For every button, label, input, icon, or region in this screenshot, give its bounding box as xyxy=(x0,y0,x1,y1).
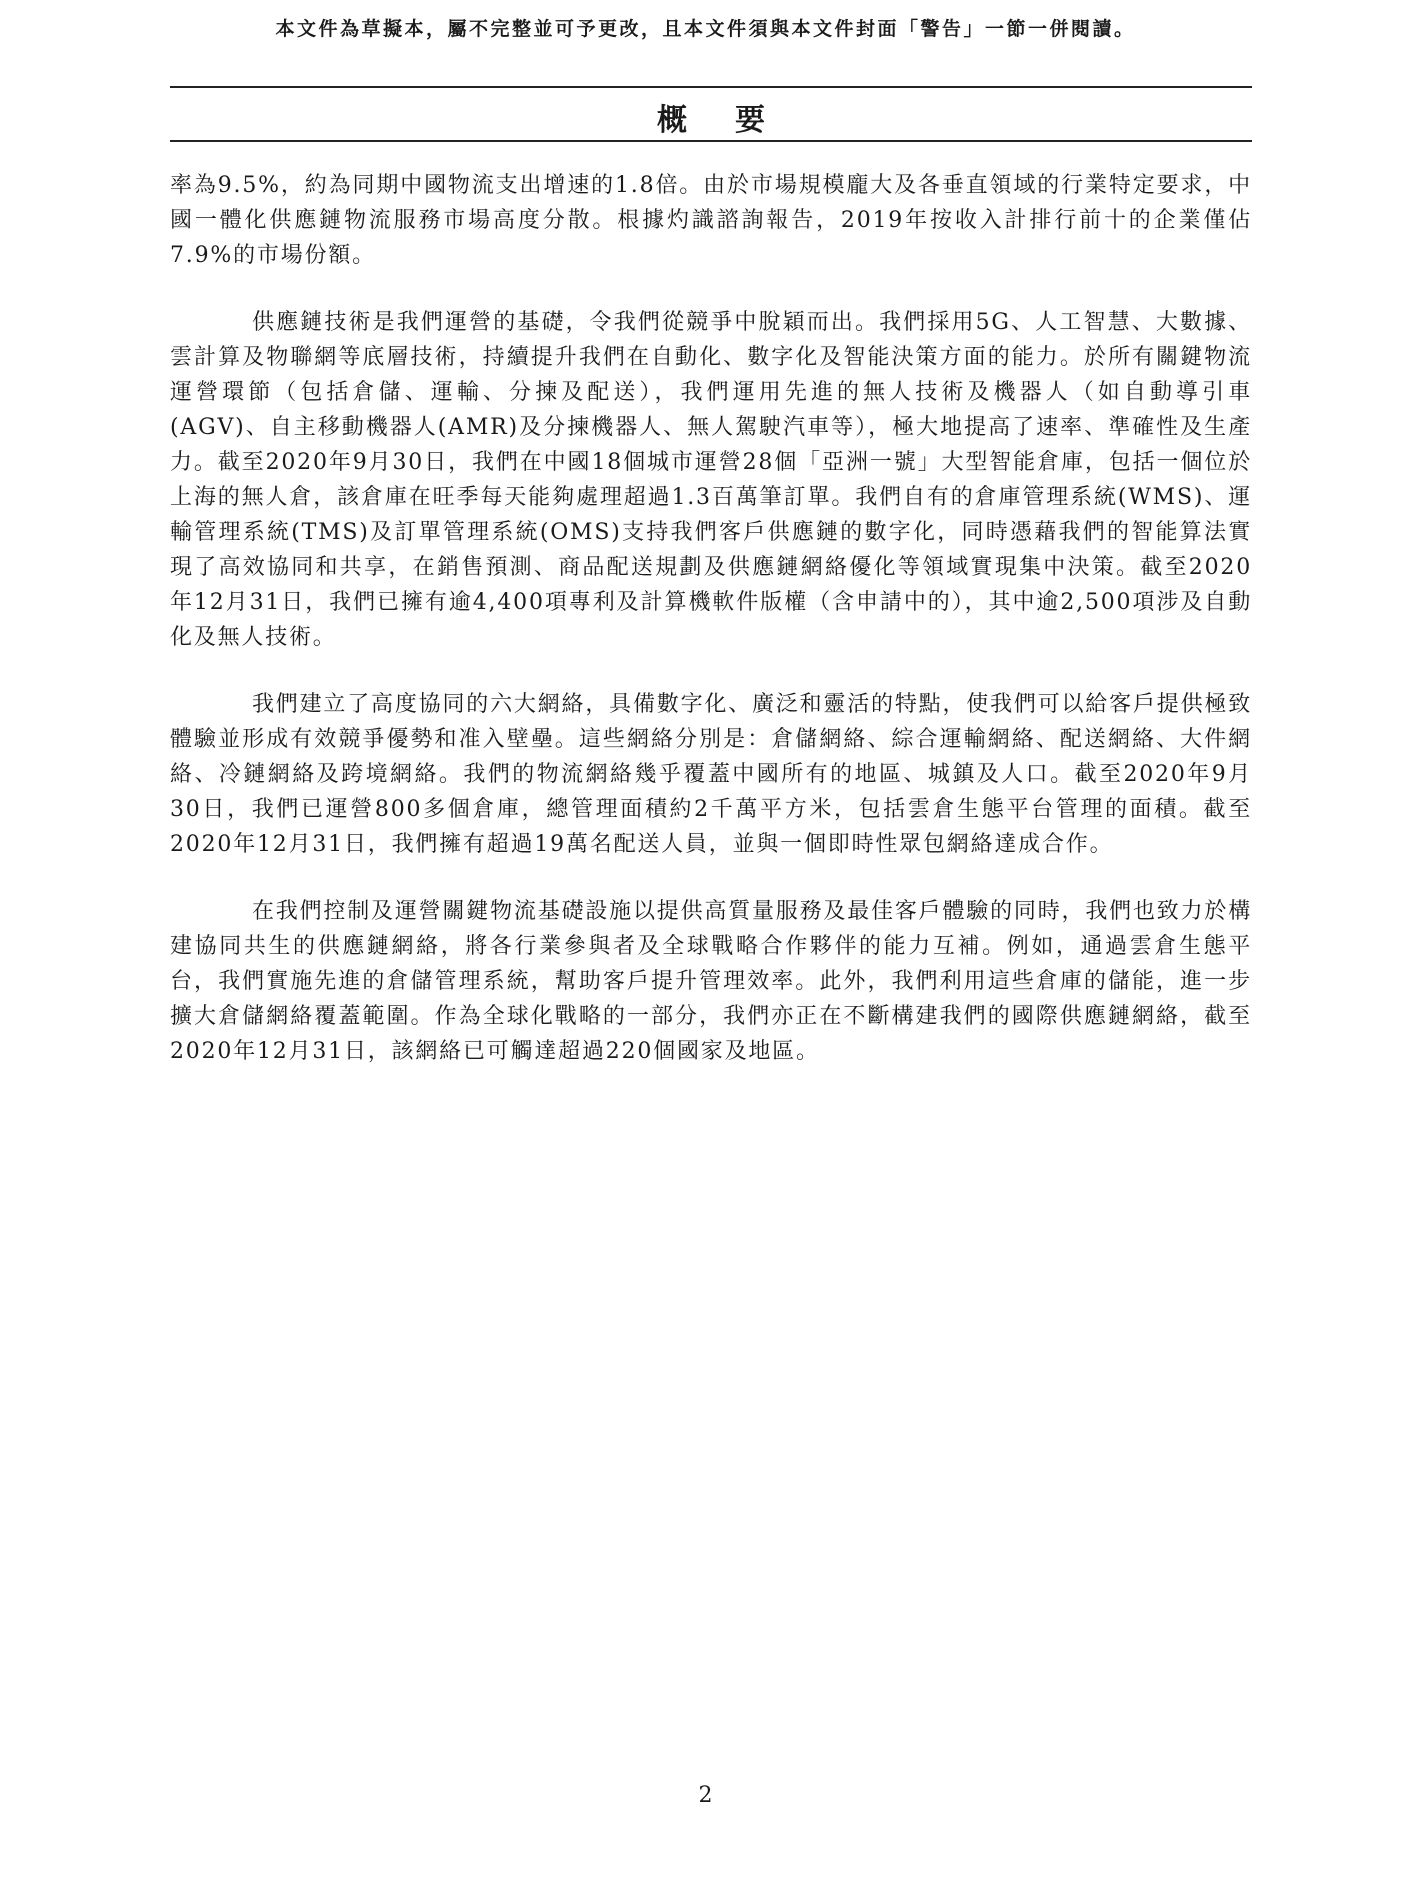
section-title: 概要 xyxy=(657,103,813,138)
body-text xyxy=(170,168,1252,1101)
section-header xyxy=(170,86,1252,142)
draft-disclaimer: 本文件為草擬本，屬不完整並可予更改，且本文件須與本文件封面「警告」一節一併閱讀。 xyxy=(275,18,1136,40)
paragraph-networks: 我們建立了高度協同的六大網絡，具備數字化、廣泛和靈活的特點，使我們可以給客戶提供極致體驗並形成有效競爭優勢和准入壁壘。這些網絡分別是：倉儲網絡、綜合運輸網絡、配送網絡、大件網絡、冷鏈網絡及跨境網絡。我們的物流網絡幾乎覆蓋中國所有的地區、城鎮及人口。截至2020年9月30日，我們已運營800多個倉庫，總管理面積約2千萬平方米，包括雲倉生態平台管理的面積。截至2020年12月31日，我們擁有超過19萬名配送人員，並與一個即時性眾包網絡達成合作。 xyxy=(170,692,1252,857)
page-number: 2 xyxy=(698,1783,713,1808)
paragraph-ecosystem: 在我們控制及運營關鍵物流基礎設施以提供高質量服務及最佳客戶體驗的同時，我們也致力於構建協同共生的供應鏈網絡，將各行業參與者及全球戰略合作夥伴的能力互補。例如，通過雲倉生態平台，我們實施先進的倉儲管理系統，幫助客戶提升管理效率。此外，我們利用這些倉庫的儲能，進一步擴大倉儲網絡覆蓋範圍。作為全球化戰略的一部分，我們亦正在不斷構建我們的國際供應鏈網絡，截至2020年12月31日，該網絡已可觸達超過220個國家及地區。 xyxy=(170,899,1252,1064)
paragraph-continuation: 率為9.5%，約為同期中國物流支出增速的1.8倍。由於市場規模龐大及各垂直領域的行業特定要求，中國一體化供應鏈物流服務市場高度分散。根據灼識諮詢報告，2019年按收入計排行前十的企業僅佔7.9%的市場份額。 xyxy=(170,173,1252,268)
paragraph-technology: 供應鏈技術是我們運營的基礎，令我們從競爭中脫穎而出。我們採用5G、人工智慧、大數據、雲計算及物聯網等底層技術，持續提升我們在自動化、數字化及智能決策方面的能力。於所有關鍵物流運營環節（包括倉儲、運輸、分揀及配送），我們運用先進的無人技術及機器人（如自動導引車(AGV)、自主移動機器人(AMR)及分揀機器人、無人駕駛汽車等），極大地提高了速率、準確性及生產力。截至2020年9月30日，我們在中國18個城市運營28個「亞洲一號」大型智能倉庫，包括一個位於上海的無人倉，該倉庫在旺季每天能夠處理超過1.3百萬筆訂單。我們自有的倉庫管理系統(WMS)、運輸管理系統(TMS)及訂單管理系統(OMS)支持我們客戶供應鏈的數字化，同時憑藉我們的智能算法實現了高效協同和共享，在銷售預測、商品配送規劃及供應鏈網絡優化等領域實現集中決策。截至2020年12月31日，我們已擁有逾4,400項專利及計算機軟件版權（含申請中的），其中逾2,500項涉及自動化及無人技術。 xyxy=(170,310,1253,650)
